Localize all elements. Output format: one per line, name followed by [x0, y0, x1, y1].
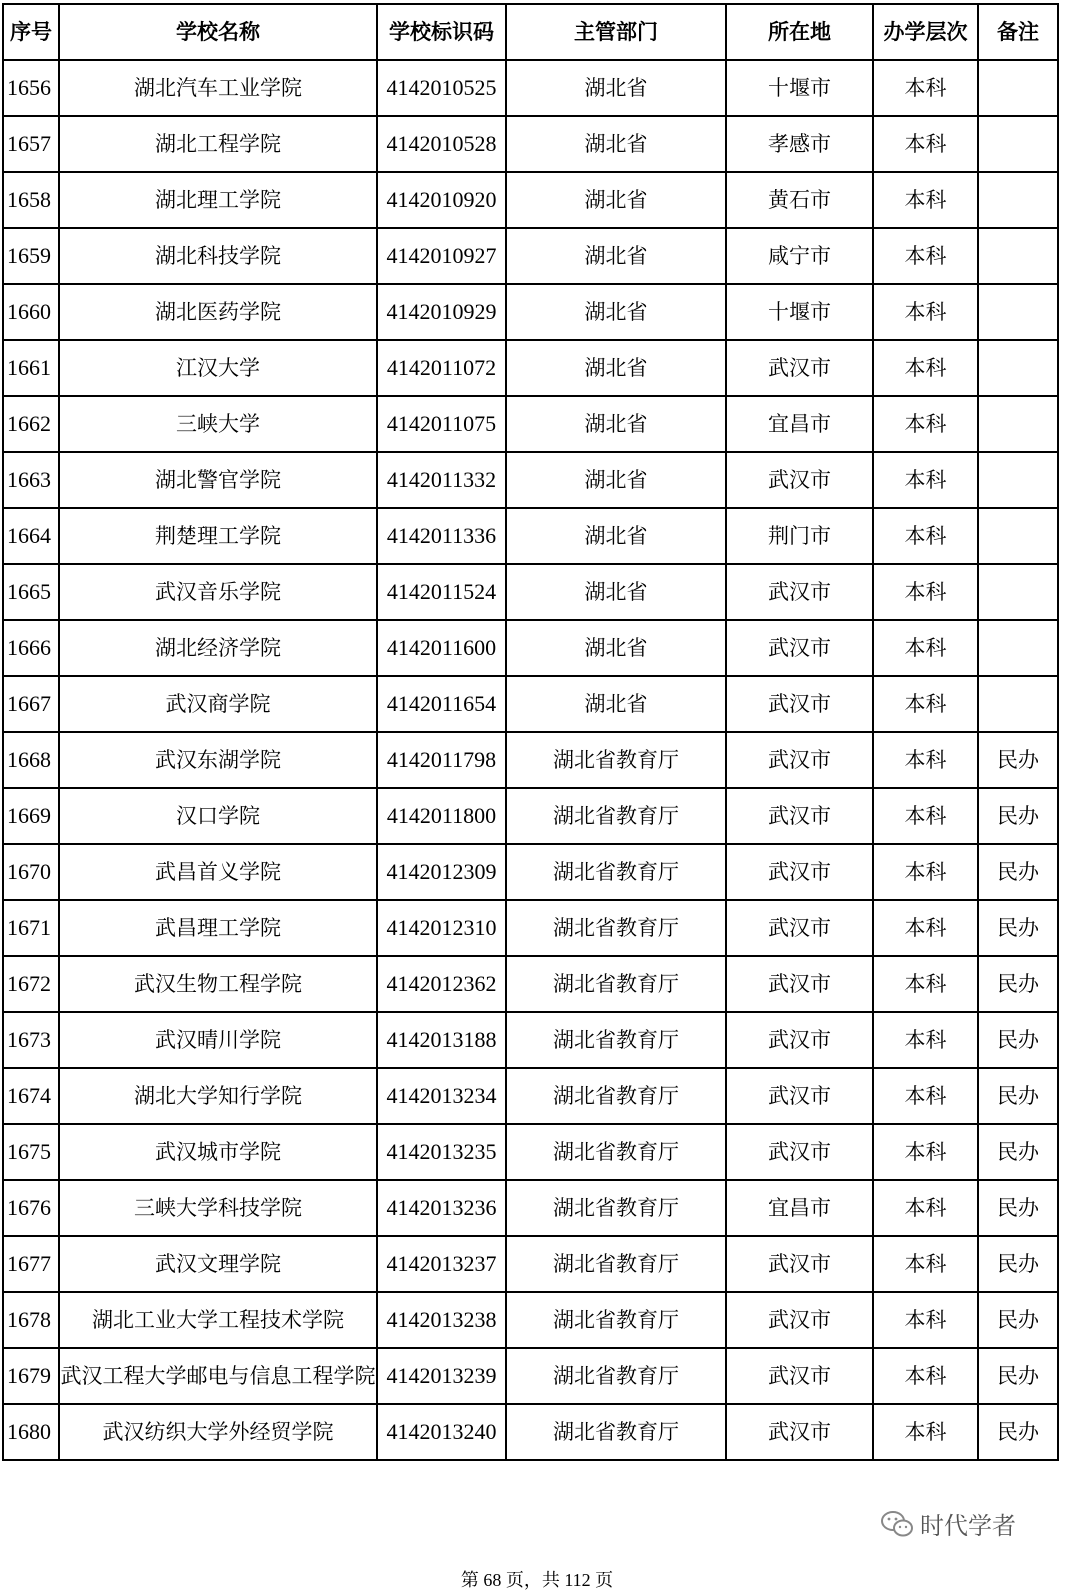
cell-remark — [978, 116, 1058, 172]
header-department: 主管部门 — [506, 4, 726, 60]
cell-location: 武汉市 — [726, 1124, 873, 1180]
cell-department: 湖北省 — [506, 284, 726, 340]
table-row — [3, 228, 1058, 284]
cell-department: 湖北省教育厅 — [506, 1348, 726, 1404]
cell-location: 宜昌市 — [726, 396, 873, 452]
cell-name: 湖北大学知行学院 — [59, 1068, 377, 1124]
table-row — [3, 844, 1058, 900]
cell-level: 本科 — [873, 396, 978, 452]
cell-seq: 1677 — [3, 1236, 59, 1292]
cell-location: 武汉市 — [726, 1348, 873, 1404]
cell-name: 湖北科技学院 — [59, 228, 377, 284]
cell-name: 湖北经济学院 — [59, 620, 377, 676]
cell-level: 本科 — [873, 1124, 978, 1180]
watermark-text: 时代学者 — [920, 1512, 1016, 1540]
cell-name: 武汉城市学院 — [59, 1124, 377, 1180]
cell-remark: 民办 — [978, 1292, 1058, 1348]
cell-code: 4142010927 — [377, 228, 506, 284]
cell-seq: 1660 — [3, 284, 59, 340]
table-row — [3, 1068, 1058, 1124]
cell-code: 4142013240 — [377, 1404, 506, 1460]
cell-location: 武汉市 — [726, 1292, 873, 1348]
cell-department: 湖北省教育厅 — [506, 900, 726, 956]
table-row — [3, 396, 1058, 452]
cell-name: 湖北警官学院 — [59, 452, 377, 508]
cell-name: 湖北理工学院 — [59, 172, 377, 228]
cell-department: 湖北省 — [506, 60, 726, 116]
cell-seq: 1675 — [3, 1124, 59, 1180]
cell-seq: 1665 — [3, 564, 59, 620]
cell-remark — [978, 172, 1058, 228]
cell-name: 武昌理工学院 — [59, 900, 377, 956]
cell-remark: 民办 — [978, 844, 1058, 900]
cell-remark — [978, 676, 1058, 732]
cell-location: 咸宁市 — [726, 228, 873, 284]
table-row — [3, 1236, 1058, 1292]
table-row — [3, 284, 1058, 340]
cell-name: 汉口学院 — [59, 788, 377, 844]
cell-level: 本科 — [873, 60, 978, 116]
cell-department: 湖北省 — [506, 340, 726, 396]
cell-remark: 民办 — [978, 1236, 1058, 1292]
cell-name: 湖北汽车工业学院 — [59, 60, 377, 116]
cell-level: 本科 — [873, 1404, 978, 1460]
cell-name: 武汉东湖学院 — [59, 732, 377, 788]
table-row — [3, 1404, 1058, 1460]
cell-level: 本科 — [873, 1180, 978, 1236]
cell-seq: 1666 — [3, 620, 59, 676]
cell-name: 武汉文理学院 — [59, 1236, 377, 1292]
cell-location: 荆门市 — [726, 508, 873, 564]
cell-location: 武汉市 — [726, 1068, 873, 1124]
cell-department: 湖北省教育厅 — [506, 788, 726, 844]
table-header-row — [3, 4, 1058, 60]
table-row — [3, 1292, 1058, 1348]
table-row — [3, 676, 1058, 732]
cell-department: 湖北省 — [506, 676, 726, 732]
cell-remark: 民办 — [978, 1180, 1058, 1236]
cell-seq: 1657 — [3, 116, 59, 172]
cell-code: 4142011075 — [377, 396, 506, 452]
cell-seq: 1678 — [3, 1292, 59, 1348]
cell-location: 武汉市 — [726, 676, 873, 732]
cell-code: 4142012362 — [377, 956, 506, 1012]
cell-location: 十堰市 — [726, 60, 873, 116]
cell-code: 4142011072 — [377, 340, 506, 396]
table-row — [3, 1012, 1058, 1068]
cell-location: 孝感市 — [726, 116, 873, 172]
cell-location: 十堰市 — [726, 284, 873, 340]
cell-code: 4142011336 — [377, 508, 506, 564]
table-row — [3, 340, 1058, 396]
cell-remark — [978, 620, 1058, 676]
cell-code: 4142013188 — [377, 1012, 506, 1068]
cell-seq: 1672 — [3, 956, 59, 1012]
cell-location: 武汉市 — [726, 340, 873, 396]
cell-level: 本科 — [873, 284, 978, 340]
header-seq: 序号 — [3, 4, 59, 60]
header-location: 所在地 — [726, 4, 873, 60]
table-row — [3, 900, 1058, 956]
cell-department: 湖北省教育厅 — [506, 1404, 726, 1460]
cell-code: 4142013238 — [377, 1292, 506, 1348]
wechat-icon — [880, 1510, 914, 1538]
cell-name: 武汉纺织大学外经贸学院 — [59, 1404, 377, 1460]
cell-level: 本科 — [873, 844, 978, 900]
cell-seq: 1679 — [3, 1348, 59, 1404]
table-row — [3, 60, 1058, 116]
cell-name: 武汉晴川学院 — [59, 1012, 377, 1068]
page-number: 第 68 页，共 112 页 — [460, 1570, 614, 1590]
cell-code: 4142011798 — [377, 732, 506, 788]
cell-level: 本科 — [873, 564, 978, 620]
cell-seq: 1676 — [3, 1180, 59, 1236]
cell-seq: 1680 — [3, 1404, 59, 1460]
cell-code: 4142010929 — [377, 284, 506, 340]
cell-code: 4142012310 — [377, 900, 506, 956]
cell-code: 4142013239 — [377, 1348, 506, 1404]
cell-level: 本科 — [873, 1236, 978, 1292]
cell-seq: 1669 — [3, 788, 59, 844]
cell-remark — [978, 564, 1058, 620]
cell-name: 江汉大学 — [59, 340, 377, 396]
cell-department: 湖北省教育厅 — [506, 1012, 726, 1068]
cell-location: 武汉市 — [726, 452, 873, 508]
cell-code: 4142013235 — [377, 1124, 506, 1180]
cell-seq: 1664 — [3, 508, 59, 564]
cell-code: 4142010920 — [377, 172, 506, 228]
header-school-name: 学校名称 — [59, 4, 377, 60]
cell-code: 4142011524 — [377, 564, 506, 620]
cell-seq: 1668 — [3, 732, 59, 788]
cell-remark: 民办 — [978, 1012, 1058, 1068]
cell-seq: 1670 — [3, 844, 59, 900]
cell-remark: 民办 — [978, 1404, 1058, 1460]
table-row — [3, 508, 1058, 564]
cell-name: 三峡大学 — [59, 396, 377, 452]
cell-department: 湖北省教育厅 — [506, 1180, 726, 1236]
cell-department: 湖北省教育厅 — [506, 732, 726, 788]
cell-department: 湖北省 — [506, 564, 726, 620]
cell-remark — [978, 340, 1058, 396]
cell-department: 湖北省教育厅 — [506, 1068, 726, 1124]
cell-level: 本科 — [873, 956, 978, 1012]
cell-location: 武汉市 — [726, 1012, 873, 1068]
cell-location: 武汉市 — [726, 788, 873, 844]
cell-code: 4142013237 — [377, 1236, 506, 1292]
cell-level: 本科 — [873, 1292, 978, 1348]
cell-code: 4142011332 — [377, 452, 506, 508]
cell-location: 武汉市 — [726, 1236, 873, 1292]
cell-level: 本科 — [873, 452, 978, 508]
cell-location: 武汉市 — [726, 732, 873, 788]
cell-remark: 民办 — [978, 788, 1058, 844]
cell-level: 本科 — [873, 900, 978, 956]
cell-code: 4142013234 — [377, 1068, 506, 1124]
school-table — [2, 3, 1059, 1461]
cell-level: 本科 — [873, 620, 978, 676]
cell-seq: 1673 — [3, 1012, 59, 1068]
cell-level: 本科 — [873, 732, 978, 788]
cell-location: 武汉市 — [726, 1404, 873, 1460]
cell-department: 湖北省教育厅 — [506, 956, 726, 1012]
table-row — [3, 732, 1058, 788]
cell-code: 4142013236 — [377, 1180, 506, 1236]
cell-remark — [978, 508, 1058, 564]
cell-remark: 民办 — [978, 732, 1058, 788]
table-row — [3, 620, 1058, 676]
cell-code: 4142012309 — [377, 844, 506, 900]
cell-seq: 1671 — [3, 900, 59, 956]
cell-code: 4142010528 — [377, 116, 506, 172]
table-row — [3, 452, 1058, 508]
cell-location: 武汉市 — [726, 956, 873, 1012]
cell-name: 武昌首义学院 — [59, 844, 377, 900]
cell-location: 黄石市 — [726, 172, 873, 228]
cell-code: 4142010525 — [377, 60, 506, 116]
cell-remark — [978, 452, 1058, 508]
table-row — [3, 1180, 1058, 1236]
cell-remark — [978, 396, 1058, 452]
cell-seq: 1661 — [3, 340, 59, 396]
cell-remark — [978, 60, 1058, 116]
cell-remark: 民办 — [978, 1068, 1058, 1124]
cell-code: 4142011600 — [377, 620, 506, 676]
table-row — [3, 788, 1058, 844]
cell-location: 宜昌市 — [726, 1180, 873, 1236]
header-school-code: 学校标识码 — [377, 4, 506, 60]
cell-remark — [978, 228, 1058, 284]
cell-name: 湖北医药学院 — [59, 284, 377, 340]
cell-seq: 1662 — [3, 396, 59, 452]
cell-code: 4142011800 — [377, 788, 506, 844]
cell-level: 本科 — [873, 676, 978, 732]
cell-level: 本科 — [873, 508, 978, 564]
cell-remark: 民办 — [978, 1124, 1058, 1180]
cell-level: 本科 — [873, 788, 978, 844]
table-row — [3, 1348, 1058, 1404]
cell-name: 荆楚理工学院 — [59, 508, 377, 564]
cell-level: 本科 — [873, 228, 978, 284]
cell-department: 湖北省 — [506, 396, 726, 452]
cell-remark — [978, 284, 1058, 340]
cell-seq: 1674 — [3, 1068, 59, 1124]
cell-department: 湖北省 — [506, 116, 726, 172]
cell-name: 武汉生物工程学院 — [59, 956, 377, 1012]
cell-location: 武汉市 — [726, 620, 873, 676]
table-row — [3, 172, 1058, 228]
cell-level: 本科 — [873, 1068, 978, 1124]
cell-code: 4142011654 — [377, 676, 506, 732]
header-level: 办学层次 — [873, 4, 978, 60]
cell-department: 湖北省 — [506, 228, 726, 284]
cell-name: 武汉工程大学邮电与信息工程学院 — [59, 1348, 377, 1404]
cell-level: 本科 — [873, 340, 978, 396]
cell-level: 本科 — [873, 172, 978, 228]
cell-level: 本科 — [873, 1012, 978, 1068]
cell-name: 湖北工程学院 — [59, 116, 377, 172]
cell-remark: 民办 — [978, 900, 1058, 956]
cell-seq: 1667 — [3, 676, 59, 732]
cell-level: 本科 — [873, 116, 978, 172]
cell-name: 武汉商学院 — [59, 676, 377, 732]
cell-name: 武汉音乐学院 — [59, 564, 377, 620]
cell-department: 湖北省教育厅 — [506, 1124, 726, 1180]
cell-name: 三峡大学科技学院 — [59, 1180, 377, 1236]
cell-department: 湖北省 — [506, 508, 726, 564]
watermark — [880, 1506, 1016, 1541]
table-row — [3, 564, 1058, 620]
cell-remark: 民办 — [978, 956, 1058, 1012]
cell-seq: 1663 — [3, 452, 59, 508]
table-body — [3, 60, 1058, 1460]
header-remark: 备注 — [978, 4, 1058, 60]
cell-department: 湖北省教育厅 — [506, 844, 726, 900]
cell-department: 湖北省教育厅 — [506, 1292, 726, 1348]
cell-seq: 1658 — [3, 172, 59, 228]
cell-department: 湖北省 — [506, 172, 726, 228]
cell-seq: 1656 — [3, 60, 59, 116]
cell-location: 武汉市 — [726, 900, 873, 956]
cell-seq: 1659 — [3, 228, 59, 284]
cell-level: 本科 — [873, 1348, 978, 1404]
cell-department: 湖北省 — [506, 452, 726, 508]
table-row — [3, 116, 1058, 172]
table-row — [3, 1124, 1058, 1180]
cell-location: 武汉市 — [726, 844, 873, 900]
cell-name: 湖北工业大学工程技术学院 — [59, 1292, 377, 1348]
cell-department: 湖北省 — [506, 620, 726, 676]
cell-remark: 民办 — [978, 1348, 1058, 1404]
cell-location: 武汉市 — [726, 564, 873, 620]
cell-department: 湖北省教育厅 — [506, 1236, 726, 1292]
table-row — [3, 956, 1058, 1012]
